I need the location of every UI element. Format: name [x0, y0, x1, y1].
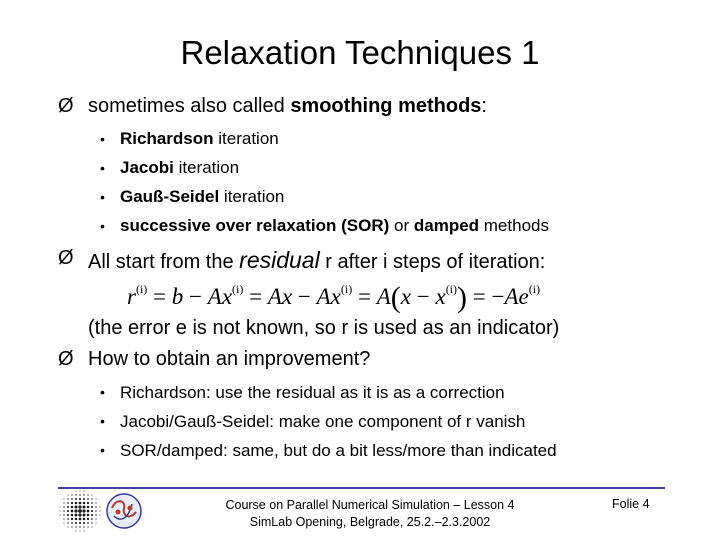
logo-dot: [95, 502, 96, 503]
logo-dot: [91, 498, 92, 499]
logo-dot: [95, 510, 97, 512]
logo-dot: [83, 494, 84, 495]
logo-dot: [71, 518, 73, 520]
logo-dot: [71, 514, 74, 517]
list-item: Richardson: use the residual as it is as a correction: [120, 383, 505, 402]
logo-dot: [67, 502, 69, 504]
logo-dot: [71, 498, 73, 500]
slide-number: Folie 4: [612, 497, 650, 511]
logo-dot: [78, 505, 81, 508]
logo-dot: [75, 514, 78, 517]
logo-dot: [67, 518, 69, 520]
list-item: Jacobi/Gauß-Seidel: make one component of r vanish: [120, 412, 526, 431]
list-item: [120, 216, 549, 236]
item-rest: methods: [479, 216, 549, 235]
logo-dot: [83, 522, 85, 524]
logo-dot: [75, 522, 77, 524]
list-item: [120, 129, 279, 149]
logo-dot: [96, 499, 97, 500]
logo-dot: [87, 526, 88, 527]
logo-dot: [92, 527, 93, 528]
logo-dot: [74, 509, 77, 512]
formula-A: A: [207, 284, 222, 309]
section2-note: (the error e is not known, so r is used as an indicator): [88, 317, 560, 339]
bullet-icon: •: [100, 218, 105, 234]
formula-sup: (i): [528, 282, 541, 296]
logo-dot: [79, 494, 81, 496]
logo-dot: [75, 498, 77, 500]
item-bold: Jacobi: [120, 158, 174, 177]
logo-dot: [76, 531, 77, 532]
formula-eq: =: [147, 284, 172, 309]
logo-dot: [64, 499, 65, 500]
logo-dot: [96, 523, 97, 524]
section2-text: [88, 247, 545, 274]
item-mid: or: [389, 216, 414, 235]
footer-course-info: [200, 497, 540, 531]
logo-dot: [75, 526, 76, 527]
dot-grid-logo-icon: [58, 489, 102, 533]
footer-line1: Course on Parallel Numerical Simulation – Lesson 4: [225, 498, 515, 512]
logo-dot: [95, 506, 96, 507]
logo-dot: [87, 494, 88, 495]
list-item: SOR/damped: same, but do a bit less/more than indicated: [120, 441, 557, 460]
logo-dot: [67, 510, 69, 512]
logo-dot: [87, 506, 90, 509]
logo-dot: [87, 518, 89, 520]
logo-dot: [87, 522, 89, 524]
logo-dot: [79, 518, 82, 521]
logo-dot: [71, 522, 73, 524]
logo-dot: [82, 509, 85, 512]
logo-dot: [67, 514, 69, 516]
logo-dot: [83, 518, 86, 521]
bullet-icon: •: [100, 131, 105, 147]
logo-dot: [78, 509, 82, 513]
logo-dot: [79, 502, 82, 505]
logo-dot: [83, 514, 86, 517]
arrow-bullet-icon: Ø: [58, 247, 74, 269]
logo-dot: [76, 491, 77, 492]
logo-dot: [79, 498, 81, 500]
logo-dot: [75, 506, 78, 509]
formula-e: e: [518, 284, 529, 309]
section2-pre: All start from the: [88, 251, 240, 273]
section1-intro-bold: smoothing methods: [290, 95, 482, 117]
logo-dot: [84, 491, 85, 492]
logo-dot: [91, 522, 92, 523]
list-item: [120, 187, 284, 207]
logo-dot: [79, 522, 81, 524]
section1-intro-colon: :: [481, 95, 487, 117]
logo-dot: [87, 498, 89, 500]
logo-dot: [91, 518, 93, 520]
formula-minus: −: [410, 284, 436, 309]
logo-dot: [95, 518, 96, 519]
formula-A: A: [316, 284, 331, 309]
formula-x: x: [221, 284, 233, 309]
logo-dot: [64, 523, 65, 524]
logo-dot: [78, 513, 81, 516]
item-bold-2: damped: [413, 216, 480, 235]
formula-minus: −: [292, 284, 317, 309]
logo-dot: [87, 514, 90, 517]
residual-formula: [127, 281, 540, 315]
item-bold: Gauß-Seidel: [120, 187, 220, 206]
logo-dot: [63, 502, 64, 503]
formula-r: r: [127, 284, 136, 309]
logo-dot: [100, 511, 101, 512]
item-bold: successive over relaxation (SOR): [120, 216, 390, 235]
logo-dot: [91, 510, 93, 512]
logo-dot: [100, 515, 101, 516]
logo-dot: [60, 511, 61, 512]
arrow-bullet-icon: Ø: [58, 95, 74, 117]
logo-dot: [91, 506, 93, 508]
formula-eq: =: [243, 284, 268, 309]
logo-dot: [63, 514, 64, 515]
logo-dot: [87, 502, 89, 504]
formula-lparen: (: [390, 281, 401, 314]
logo-dot: [80, 491, 81, 492]
logo-dot: [83, 506, 86, 509]
logo-dot: [71, 494, 72, 495]
logo-dot: [91, 514, 93, 516]
formula-minus: −: [183, 284, 208, 309]
logo-dot: [83, 498, 85, 500]
logo-dot: [63, 506, 64, 507]
section2-post: r after i steps of iteration:: [319, 251, 546, 273]
item-rest: iteration: [219, 187, 285, 206]
simlab-logo-icon: [104, 492, 144, 530]
section2-italic: residual: [239, 247, 320, 273]
logo-dot: [68, 495, 69, 496]
logo-dot: [67, 498, 68, 499]
formula-sup: (i): [232, 282, 244, 296]
logo-dot: [92, 495, 93, 496]
logo-dot: [87, 510, 90, 513]
logo-dot: [75, 518, 78, 521]
logo-dot: [71, 506, 74, 509]
slide-title: Relaxation Techniques 1: [180, 34, 540, 71]
logo-dot: [63, 518, 64, 519]
logo-dot: [75, 502, 78, 505]
logo-dot: [67, 506, 69, 508]
logo-dot: [84, 531, 85, 532]
formula-x: x: [281, 284, 293, 309]
formula-eq: =: [467, 284, 492, 309]
logo-dot: [63, 510, 65, 512]
formula-sup: (i): [445, 282, 458, 296]
logo-dot: [95, 514, 96, 515]
logo-dot: [71, 526, 72, 527]
formula-x: x: [400, 284, 411, 309]
formula-neg: −: [491, 284, 505, 309]
item-rest: iteration: [213, 129, 279, 148]
formula-A: A: [504, 284, 519, 309]
logo-dot: [71, 510, 74, 513]
logo-dot: [60, 507, 61, 508]
item-bold: Richardson: [120, 129, 214, 148]
bullet-icon: •: [100, 442, 105, 458]
logo-dot: [60, 515, 61, 516]
formula-eq: =: [352, 284, 377, 309]
formula-x: x: [435, 284, 446, 309]
section1-intro: [88, 95, 487, 118]
logo-dot: [79, 526, 81, 528]
logo-dot: [83, 502, 86, 505]
formula-sup: (i): [340, 282, 353, 296]
list-item: [120, 158, 239, 178]
logo-dot: [68, 527, 69, 528]
footer-line2: SimLab Opening, Belgrade, 25.2.–2.3.2002: [249, 515, 491, 529]
section1-intro-text: sometimes also called: [88, 95, 291, 117]
formula-A: A: [376, 284, 391, 309]
bullet-icon: •: [100, 189, 105, 205]
item-rest: iteration: [173, 158, 240, 177]
formula-b: b: [171, 284, 184, 309]
arrow-bullet-icon: Ø: [58, 348, 74, 370]
footer-divider: [58, 487, 665, 489]
logo-dot: [91, 502, 93, 504]
logo-dot: [67, 522, 68, 523]
logo-dot: [83, 526, 84, 527]
logo-dot: [100, 507, 101, 508]
formula-A: A: [267, 284, 282, 309]
formula-x: x: [330, 284, 341, 309]
logo-dot: [75, 494, 76, 495]
bullet-icon: •: [100, 413, 105, 429]
formula-rparen: ): [457, 281, 468, 314]
formula-sup: (i): [135, 282, 148, 296]
logo-dot: [71, 502, 73, 504]
bullet-icon: •: [100, 160, 105, 176]
section3-text: How to obtain an improvement?: [88, 348, 371, 370]
bullet-icon: •: [100, 384, 105, 400]
logo-dot: [80, 531, 81, 532]
